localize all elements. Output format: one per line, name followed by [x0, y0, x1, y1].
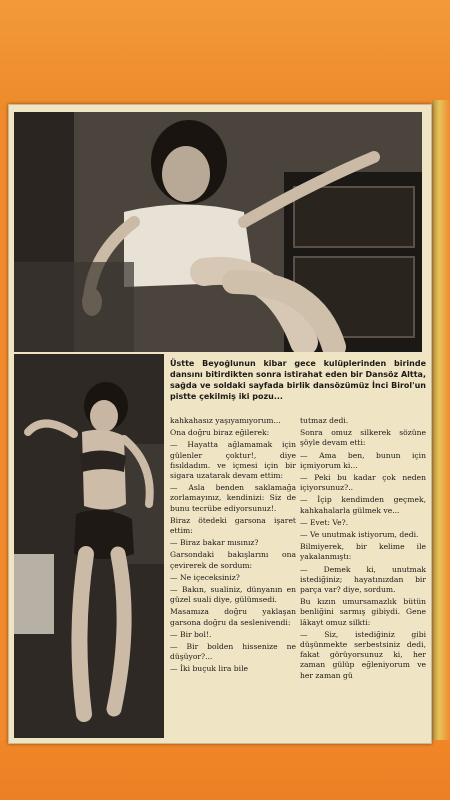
top-photo-dancer-resting: [14, 112, 422, 352]
paragraph: — Peki bu kadar çok neden içiyorsunuz?..: [300, 473, 426, 493]
paragraph: Garsondaki bakışlarını ona çevirerek de sordum:: [170, 550, 296, 570]
paragraph: — Ama ben, bunun için içmiyorum ki...: [300, 450, 426, 470]
article-column-right: [300, 416, 426, 683]
paragraph: Bu kızın umursamazlık bütün benliğini sarmış gibiydi. Gene lâkayt omuz silkti:: [300, 597, 426, 627]
paragraph: — Bir bolden hissenize ne düşüyor?...: [170, 642, 296, 662]
paragraph: — İki buçuk lira bile: [170, 664, 249, 674]
paragraph: — Bakın, sualiniz, dünyanın en güzel suali diye, gülümsedi.: [170, 585, 296, 605]
background-top: [0, 0, 450, 110]
paragraph: — Siz, istediğiniz gibi düşünmekte serbestsiniz dedi, fakat görüyorsunuz ki, her zaman gülüp eğleniyorum ve her zaman gü: [300, 629, 426, 680]
paragraph: Sonra omuz silkerek sözüne şöyle devam etti:: [300, 428, 426, 448]
paragraph: Biraz ötedeki garsona işaret ettim:: [170, 515, 296, 536]
paragraph: Bilmiyerek, bir kelime ile yakalanmıştı:: [300, 542, 426, 562]
paragraph: — Asla benden saklamağa zorlamayınız, kendinizi: Siz de bunu tecrübe ediyorsunuz!.: [170, 483, 296, 513]
paragraph: — Ne içeceksiniz?: [170, 572, 240, 582]
paragraph: kahkahasız yaşıyamıyorum...: [170, 416, 281, 425]
paragraph: — Demek ki, unutmak istediğiniz; hayatınızdan bir parça var? diye, sordum.: [300, 564, 426, 595]
background-binding-edge: [432, 100, 450, 750]
left-photo-dancer-posing: [14, 354, 164, 738]
paragraph: Masamıza doğru yaklaşan garsona doğru da seslenivendi:: [170, 607, 296, 627]
photo-caption: Üstte Beyoğlunun kibar gece kulüplerinden birinde dansını bitirdikten sonra istirahat eden bir Dansöz Altta, sağda ve soldaki sayfada birlik dansözümüz İnci Birol'un pistte çekilmiş iki pozu...: [170, 359, 426, 401]
article-column-left: [170, 416, 296, 677]
paragraph: Ona doğru biraz eğilerek:: [170, 428, 270, 438]
background-bottom: [0, 740, 450, 800]
paragraph: — Evet: Ve?.: [300, 517, 349, 527]
magazine-page: [8, 104, 432, 744]
paragraph: — Hayatta ağlamamak için gülenler çoktur!, diye fısıldadım. ve içmesi için bir sigara uzatarak devam ettim:: [170, 440, 296, 481]
paragraph: tutmaz dedi.: [300, 416, 349, 425]
paragraph: — İçip kendimden geçmek, kahkahalarla gülmek ve...: [300, 495, 426, 515]
paragraph: — Ve unutmak istiyorum, dedi.: [300, 530, 419, 540]
paragraph: — Bir bol!.: [170, 629, 212, 639]
paragraph: — Biraz bakar mısınız?: [170, 538, 259, 548]
